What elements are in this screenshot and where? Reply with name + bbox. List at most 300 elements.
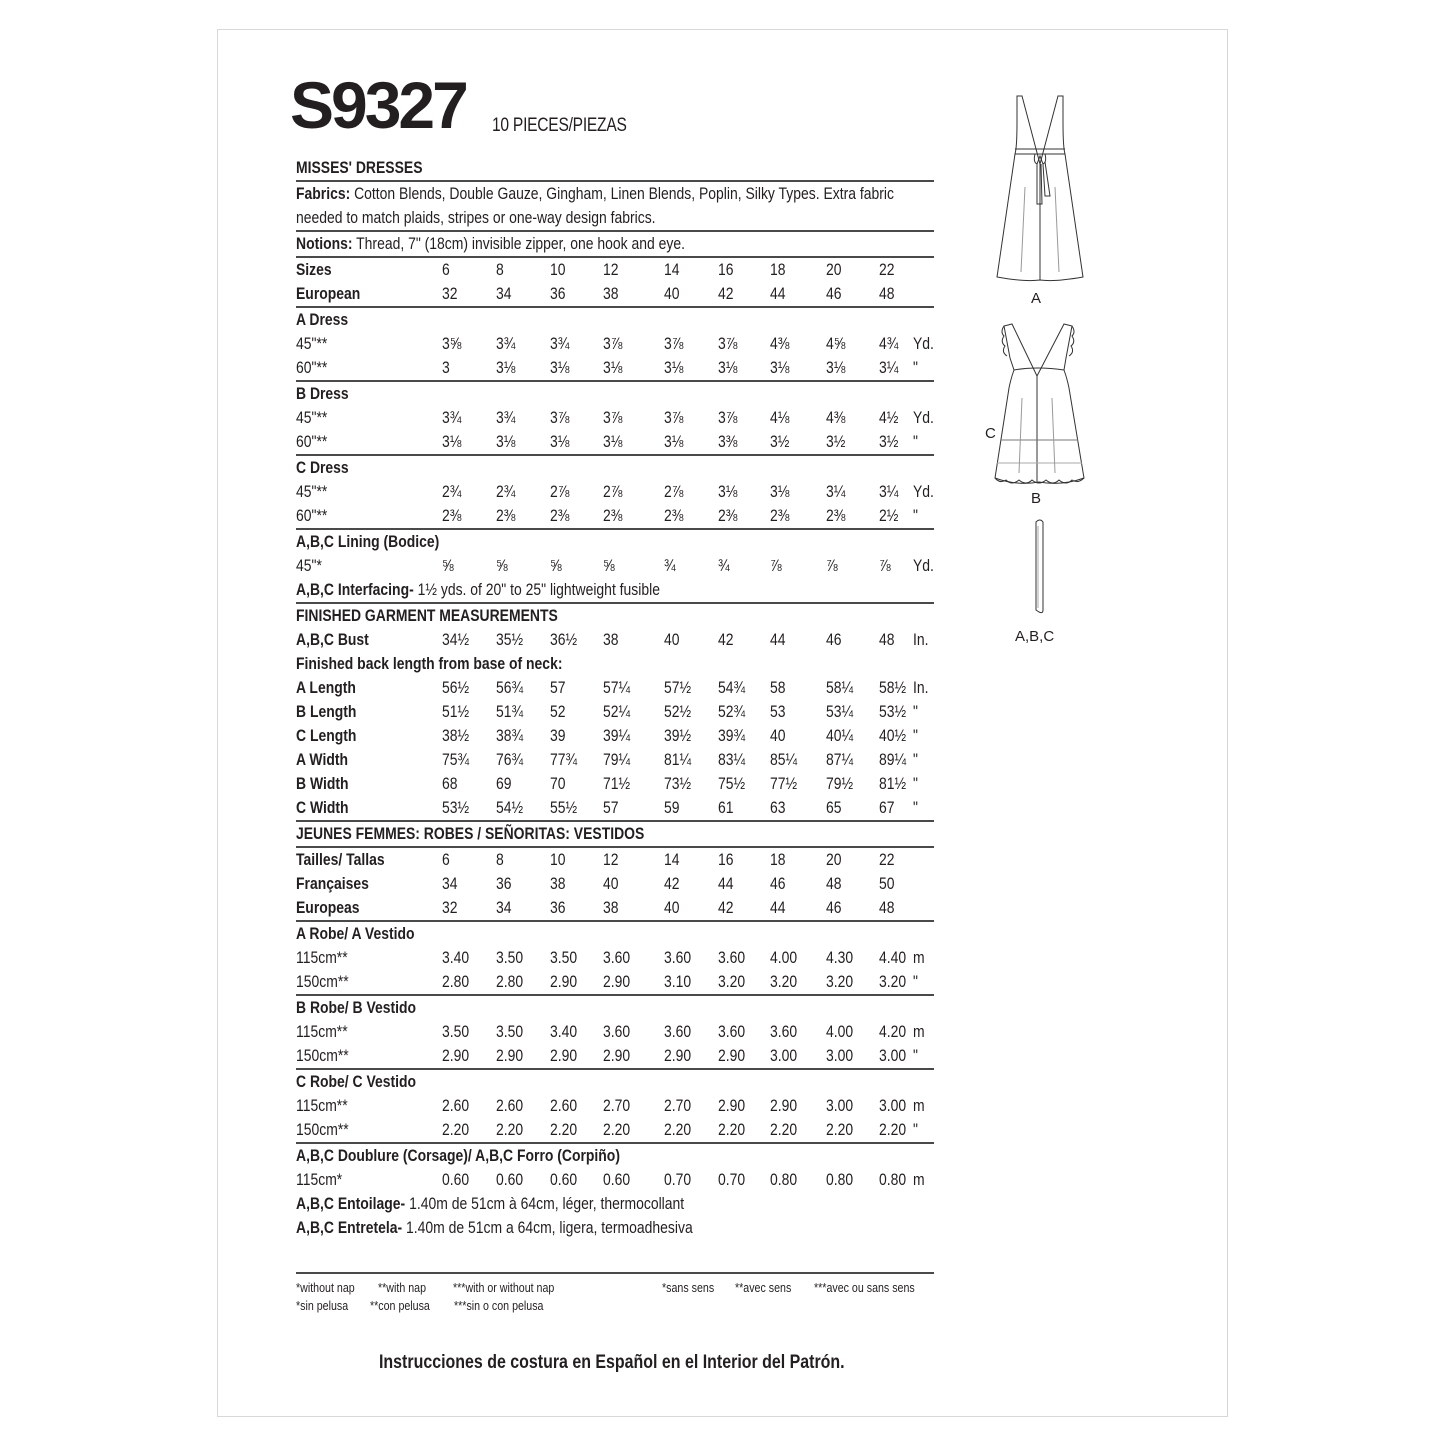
size-4-value: 40 <box>664 898 680 917</box>
size-3-value: 3⅛ <box>603 358 623 377</box>
size-3-value: 57¼ <box>603 678 631 697</box>
section-title-misses-dresses: MISSES' DRESSES <box>296 158 423 177</box>
size-7-value: 3½ <box>826 432 846 451</box>
notions-text: Thread, 7" (18cm) invisible zipper, one hook and eye. <box>356 234 686 253</box>
size-8-value: 48 <box>879 898 895 917</box>
size-7-value: 4.30 <box>826 948 854 967</box>
size-7-value: 2⅜ <box>826 506 846 525</box>
size-0-value: 32 <box>442 284 458 303</box>
size-3-value: 12 <box>603 850 619 869</box>
size-2-value: 57 <box>550 678 566 697</box>
size-8-value: 58½ <box>879 678 907 697</box>
measurement-row <box>296 772 934 796</box>
back-length-title: Finished back length from base of neck: <box>296 654 563 673</box>
size-7-value: 46 <box>826 284 842 303</box>
size-5-value: 3⅞ <box>718 408 738 427</box>
footnote-avec-ou-sans-sens: ***avec ou sans sens <box>814 1280 915 1295</box>
size-4-value: 3.10 <box>664 972 692 991</box>
size-1-value: 76¾ <box>496 750 524 769</box>
size-2-value: 36½ <box>550 630 578 649</box>
size-3-value: 38 <box>603 630 619 649</box>
size-4-value: 42 <box>664 874 680 893</box>
row-label: 45"** <box>296 482 328 501</box>
size-6-value: 44 <box>770 630 786 649</box>
yardage-group-title: C Dress <box>296 458 349 477</box>
size-5-value: 0.70 <box>718 1170 746 1189</box>
size-0-value: 34 <box>442 874 458 893</box>
entretela <box>296 1216 934 1240</box>
footnotes <box>296 1280 934 1320</box>
size-5-value: 3⅛ <box>718 358 738 377</box>
size-8-value: 4½ <box>879 408 899 427</box>
row-label: 45"** <box>296 408 328 427</box>
size-4-value: 3.60 <box>664 948 692 967</box>
size-4-value: 2.20 <box>664 1120 692 1139</box>
size-5-value: 2.90 <box>718 1096 746 1115</box>
size-8-value: 81½ <box>879 774 907 793</box>
size-6-value: 44 <box>770 898 786 917</box>
size-6-value: 63 <box>770 798 786 817</box>
footnote-without-nap: *without nap <box>296 1280 355 1295</box>
size-6-value: 2⅜ <box>770 506 790 525</box>
size-8-value: 4.20 <box>879 1022 907 1041</box>
size-5-value: 42 <box>718 630 734 649</box>
size-2-value: ⅝ <box>550 556 562 575</box>
size-8-value: 4¾ <box>879 334 899 353</box>
metric-yardage-row <box>296 1020 934 1044</box>
yardage-row <box>296 430 934 454</box>
size-7-value: 40¼ <box>826 726 854 745</box>
size-2-value: 38 <box>550 874 566 893</box>
size-1-value: 3¾ <box>496 408 516 427</box>
row-label: 150cm** <box>296 972 349 991</box>
size-0-value: 75¾ <box>442 750 470 769</box>
size-8-value: 50 <box>879 874 895 893</box>
size-3-value: 38 <box>603 284 619 303</box>
size-0-value: 3.40 <box>442 948 470 967</box>
size-5-value: 83¼ <box>718 750 746 769</box>
measurement-row <box>296 796 934 820</box>
size-6-value: 4.00 <box>770 948 798 967</box>
unit-label: " <box>913 774 918 793</box>
unit-label: Yd. <box>913 482 934 501</box>
size-6-value: 3.00 <box>770 1046 798 1065</box>
pattern-number: S9327 <box>290 68 466 142</box>
measurement-row <box>296 676 934 700</box>
size-1-value: 51¾ <box>496 702 524 721</box>
size-1-value: 3.50 <box>496 948 524 967</box>
yardage-row <box>296 356 934 380</box>
size-1-value: 2.60 <box>496 1096 524 1115</box>
unit-label: " <box>913 506 918 525</box>
row-label: A Length <box>296 678 356 697</box>
size-4-value: 2⅞ <box>664 482 684 501</box>
size-0-value: 3⅝ <box>442 334 462 353</box>
size-4-value: 2.90 <box>664 1046 692 1065</box>
size-7-value: 3.20 <box>826 972 854 991</box>
row-label: Europeas <box>296 898 360 917</box>
size-7-value: 58¼ <box>826 678 854 697</box>
notions-label: Notions: <box>296 234 353 253</box>
size-6-value: 3⅛ <box>770 482 790 501</box>
size-7-value: 46 <box>826 898 842 917</box>
size-8-value: 3.20 <box>879 972 907 991</box>
size-3-value: 38 <box>603 898 619 917</box>
size-5-value: 52¾ <box>718 702 746 721</box>
size-4-value: 14 <box>664 850 680 869</box>
size-7-value: 3¼ <box>826 482 846 501</box>
size-1-value: 34 <box>496 284 512 303</box>
metric-yardage-group-title: B Robe/ B Vestido <box>296 998 417 1017</box>
entoilage-text: 1.40m de 51cm à 64cm, léger, thermocollant <box>409 1194 685 1213</box>
size-3-value: 2.90 <box>603 972 631 991</box>
size-5-value: 3⅛ <box>718 482 738 501</box>
size-1-value: 2.20 <box>496 1120 524 1139</box>
size-6-value: 0.80 <box>770 1170 798 1189</box>
measurement-row <box>296 700 934 724</box>
dress-view-b-c-illustration <box>992 318 1087 488</box>
unit-label: Yd. <box>913 556 934 575</box>
size-8-value: 2.20 <box>879 1120 907 1139</box>
size-2-value: 0.60 <box>550 1170 578 1189</box>
size-3-value: 3⅞ <box>603 408 623 427</box>
size-1-value: 38¾ <box>496 726 524 745</box>
unit-label: " <box>913 358 918 377</box>
size-1-value: ⅝ <box>496 556 508 575</box>
size-7-value: 48 <box>826 874 842 893</box>
size-3-value: 2.70 <box>603 1096 631 1115</box>
footnote-avec-sens: **avec sens <box>735 1280 792 1295</box>
size-1-value: 3.50 <box>496 1022 524 1041</box>
fabrics-label: Fabrics: <box>296 184 351 203</box>
size-8-value: 53½ <box>879 702 907 721</box>
size-1-value: 2⅜ <box>496 506 516 525</box>
size-0-value: 34½ <box>442 630 470 649</box>
yardage-row <box>296 406 934 430</box>
unit-label: " <box>913 798 918 817</box>
size-3-value: 79¼ <box>603 750 631 769</box>
footnote-with-or-without-nap: ***with or without nap <box>453 1280 555 1295</box>
row-label: 150cm** <box>296 1120 349 1139</box>
size-5-value: 2⅜ <box>718 506 738 525</box>
size-0-value: 68 <box>442 774 458 793</box>
size-3-value: ⅝ <box>603 556 615 575</box>
size-1-value: 0.60 <box>496 1170 524 1189</box>
size-5-value: 3.60 <box>718 1022 746 1041</box>
metric-yardage-group-title: C Robe/ C Vestido <box>296 1072 417 1091</box>
size-4-value: 3⅞ <box>664 334 684 353</box>
size-5-value: 39¾ <box>718 726 746 745</box>
unit-label: " <box>913 1046 918 1065</box>
row-label: C Width <box>296 798 349 817</box>
size-5-value: 75½ <box>718 774 746 793</box>
size-1-value: 3⅛ <box>496 358 516 377</box>
size-8-value: 22 <box>879 850 895 869</box>
size-0-value: 53½ <box>442 798 470 817</box>
row-label: Tailles/ Tallas <box>296 850 385 869</box>
europeas-row <box>296 896 934 920</box>
pieces-count: 10 PIECES/PIEZAS <box>492 115 627 136</box>
row-label: 45"** <box>296 334 328 353</box>
size-6-value: 85¼ <box>770 750 798 769</box>
unit-label: Yd. <box>913 408 934 427</box>
size-6-value: 46 <box>770 874 786 893</box>
lining-row <box>296 554 934 578</box>
size-5-value: 3⅜ <box>718 432 738 451</box>
size-1-value: 34 <box>496 898 512 917</box>
size-0-value: 2.60 <box>442 1096 470 1115</box>
metric-yardage-row <box>296 1044 934 1068</box>
size-8-value: 3.00 <box>879 1096 907 1115</box>
unit-label: " <box>913 702 918 721</box>
row-label: 150cm** <box>296 1046 349 1065</box>
size-0-value: 2⅜ <box>442 506 462 525</box>
size-6-value: 3½ <box>770 432 790 451</box>
size-2-value: 55½ <box>550 798 578 817</box>
measurement-row <box>296 748 934 772</box>
size-2-value: 36 <box>550 898 566 917</box>
size-3-value: 0.60 <box>603 1170 631 1189</box>
size-3-value: 3.60 <box>603 948 631 967</box>
interfacing <box>296 578 934 602</box>
size-3-value: 52¼ <box>603 702 631 721</box>
size-3-value: 57 <box>603 798 619 817</box>
size-0-value: 2.80 <box>442 972 470 991</box>
size-7-value: 53¼ <box>826 702 854 721</box>
metric-yardage-row <box>296 1118 934 1142</box>
size-3-value: 2⅞ <box>603 482 623 501</box>
footnote-sans-sens: *sans sens <box>662 1280 715 1295</box>
unit-label: m <box>913 1022 925 1041</box>
size-5-value: 3.60 <box>718 948 746 967</box>
size-3-value: 71½ <box>603 774 631 793</box>
size-4-value: 3⅞ <box>664 408 684 427</box>
size-1-value: 8 <box>496 850 504 869</box>
size-0-value: 0.60 <box>442 1170 470 1189</box>
size-4-value: 14 <box>664 260 680 279</box>
interfacing-text: 1½ yds. of 20" to 25" lightweight fusible <box>417 580 660 599</box>
unit-label: " <box>913 726 918 745</box>
size-1-value: 36 <box>496 874 512 893</box>
size-3-value: 2⅜ <box>603 506 623 525</box>
size-1-value: 8 <box>496 260 504 279</box>
size-6-value: 40 <box>770 726 786 745</box>
size-6-value: 2.90 <box>770 1096 798 1115</box>
size-8-value: 40½ <box>879 726 907 745</box>
footnote-sin-pelusa: *sin pelusa <box>296 1298 349 1313</box>
yardage-row <box>296 332 934 356</box>
size-0-value: 2¾ <box>442 482 462 501</box>
size-7-value: 0.80 <box>826 1170 854 1189</box>
size-4-value: 81¼ <box>664 750 692 769</box>
row-label: 60"** <box>296 432 328 451</box>
size-6-value: ⅞ <box>770 556 782 575</box>
row-label: Françaises <box>296 874 369 893</box>
row-label: B Width <box>296 774 349 793</box>
size-2-value: 3.40 <box>550 1022 578 1041</box>
divider <box>296 1272 934 1274</box>
size-4-value: 2⅜ <box>664 506 684 525</box>
size-7-value: 79½ <box>826 774 854 793</box>
size-4-value: 40 <box>664 630 680 649</box>
size-6-value: 53 <box>770 702 786 721</box>
yardage-group-title: B Dress <box>296 384 349 403</box>
interfacing-label: A,B,C Interfacing- <box>296 580 414 599</box>
size-4-value: 57½ <box>664 678 692 697</box>
unit-label: In. <box>913 630 929 649</box>
view-c-label: C <box>985 425 996 442</box>
size-4-value: 2.70 <box>664 1096 692 1115</box>
entoilage-label: A,B,C Entoilage- <box>296 1194 406 1213</box>
size-6-value: 4⅜ <box>770 334 790 353</box>
footnote-with-nap: **with nap <box>378 1280 427 1295</box>
size-6-value: 2.20 <box>770 1120 798 1139</box>
fabrics-description <box>296 182 934 230</box>
size-6-value: 58 <box>770 678 786 697</box>
size-7-value: ⅞ <box>826 556 838 575</box>
doublure-title: A,B,C Doublure (Corsage)/ A,B,C Forro (Corpiño) <box>296 1146 620 1165</box>
size-5-value: 2.20 <box>718 1120 746 1139</box>
size-5-value: 44 <box>718 874 734 893</box>
row-label: Sizes <box>296 260 332 279</box>
tie-strap-illustration <box>1030 518 1050 616</box>
size-6-value: 18 <box>770 260 786 279</box>
size-8-value: 48 <box>879 630 895 649</box>
row-label: A,B,C Bust <box>296 630 369 649</box>
unit-label: " <box>913 972 918 991</box>
unit-label: In. <box>913 678 929 697</box>
dress-view-a-illustration <box>995 92 1085 287</box>
size-4-value: 73½ <box>664 774 692 793</box>
size-0-value: 2.20 <box>442 1120 470 1139</box>
size-0-value: 6 <box>442 850 450 869</box>
size-2-value: 3¾ <box>550 334 570 353</box>
size-6-value: 77½ <box>770 774 798 793</box>
size-3-value: 3⅛ <box>603 432 623 451</box>
size-8-value: 89¼ <box>879 750 907 769</box>
size-5-value: 42 <box>718 898 734 917</box>
size-5-value: 61 <box>718 798 734 817</box>
size-5-value: 3⅞ <box>718 334 738 353</box>
row-label: 115cm** <box>296 1096 348 1115</box>
size-0-value: 3⅛ <box>442 432 462 451</box>
size-8-value: 48 <box>879 284 895 303</box>
size-7-value: 65 <box>826 798 842 817</box>
tailles-row <box>296 848 934 872</box>
size-7-value: 46 <box>826 630 842 649</box>
size-2-value: 70 <box>550 774 566 793</box>
size-2-value: 3⅛ <box>550 358 570 377</box>
size-8-value: ⅞ <box>879 556 891 575</box>
size-2-value: 3⅛ <box>550 432 570 451</box>
size-8-value: 4.40 <box>879 948 907 967</box>
unit-label: m <box>913 1170 925 1189</box>
size-6-value: 44 <box>770 284 786 303</box>
size-5-value: ¾ <box>718 556 730 575</box>
size-3-value: 40 <box>603 874 619 893</box>
size-6-value: 4⅛ <box>770 408 790 427</box>
row-label: 115cm** <box>296 948 348 967</box>
size-2-value: 10 <box>550 850 566 869</box>
size-8-value: 3½ <box>879 432 899 451</box>
row-label: B Length <box>296 702 357 721</box>
size-1-value: 2.80 <box>496 972 524 991</box>
size-0-value: 51½ <box>442 702 470 721</box>
size-4-value: 39½ <box>664 726 692 745</box>
section-title-jeunes-femmes: JEUNES FEMMES: ROBES / SEÑORITAS: VESTIDOS <box>296 824 645 843</box>
measurement-row <box>296 724 934 748</box>
row-label: 60"** <box>296 506 328 525</box>
size-7-value: 3.00 <box>826 1046 854 1065</box>
size-3-value: 3.60 <box>603 1022 631 1041</box>
bust-row <box>296 628 934 652</box>
size-1-value: 3¾ <box>496 334 516 353</box>
size-0-value: 3 <box>442 358 450 377</box>
size-4-value: 3⅛ <box>664 432 684 451</box>
size-6-value: 3⅛ <box>770 358 790 377</box>
size-0-value: 56½ <box>442 678 470 697</box>
row-label: 115cm** <box>296 1022 348 1041</box>
unit-label: " <box>913 1120 918 1139</box>
size-2-value: 2.90 <box>550 1046 578 1065</box>
size-0-value: 6 <box>442 260 450 279</box>
yardage-row <box>296 504 934 528</box>
metric-yardage-group-title: A Robe/ A Vestido <box>296 924 415 943</box>
unit-label: " <box>913 750 918 769</box>
footnote-con-pelusa: **con pelusa <box>370 1298 430 1313</box>
size-5-value: 3.20 <box>718 972 746 991</box>
size-5-value: 54¾ <box>718 678 746 697</box>
size-3-value: 2.90 <box>603 1046 631 1065</box>
size-2-value: 10 <box>550 260 566 279</box>
row-label: C Length <box>296 726 357 745</box>
size-1-value: 3⅛ <box>496 432 516 451</box>
view-b-label: B <box>1031 490 1042 507</box>
size-7-value: 20 <box>826 260 842 279</box>
size-5-value: 2.90 <box>718 1046 746 1065</box>
doublure-row <box>296 1168 934 1192</box>
row-label: A Width <box>296 750 349 769</box>
size-7-value: 4.00 <box>826 1022 854 1041</box>
size-2-value: 3⅞ <box>550 408 570 427</box>
notions-description <box>296 232 934 256</box>
footnote-sin-o-con-pelusa: ***sin o con pelusa <box>454 1298 544 1313</box>
size-2-value: 2.20 <box>550 1120 578 1139</box>
size-2-value: 36 <box>550 284 566 303</box>
size-1-value: 35½ <box>496 630 524 649</box>
size-1-value: 2.90 <box>496 1046 524 1065</box>
size-6-value: 18 <box>770 850 786 869</box>
entretela-label: A,B,C Entretela- <box>296 1218 403 1237</box>
size-2-value: 2.90 <box>550 972 578 991</box>
entoilage <box>296 1192 934 1216</box>
size-8-value: 3.00 <box>879 1046 907 1065</box>
unit-label: Yd. <box>913 334 934 353</box>
size-8-value: 3¼ <box>879 358 899 377</box>
unit-label: m <box>913 948 925 967</box>
size-3-value: 12 <box>603 260 619 279</box>
size-4-value: 3.60 <box>664 1022 692 1041</box>
size-7-value: 20 <box>826 850 842 869</box>
size-7-value: 3⅛ <box>826 358 846 377</box>
size-0-value: 3.50 <box>442 1022 470 1041</box>
row-label: 45"* <box>296 556 322 575</box>
sizes-row <box>296 258 934 282</box>
pattern-back-content <box>290 68 934 1320</box>
tie-strap-label: A,B,C <box>1015 628 1055 645</box>
size-0-value: 3¾ <box>442 408 462 427</box>
size-7-value: 87¼ <box>826 750 854 769</box>
